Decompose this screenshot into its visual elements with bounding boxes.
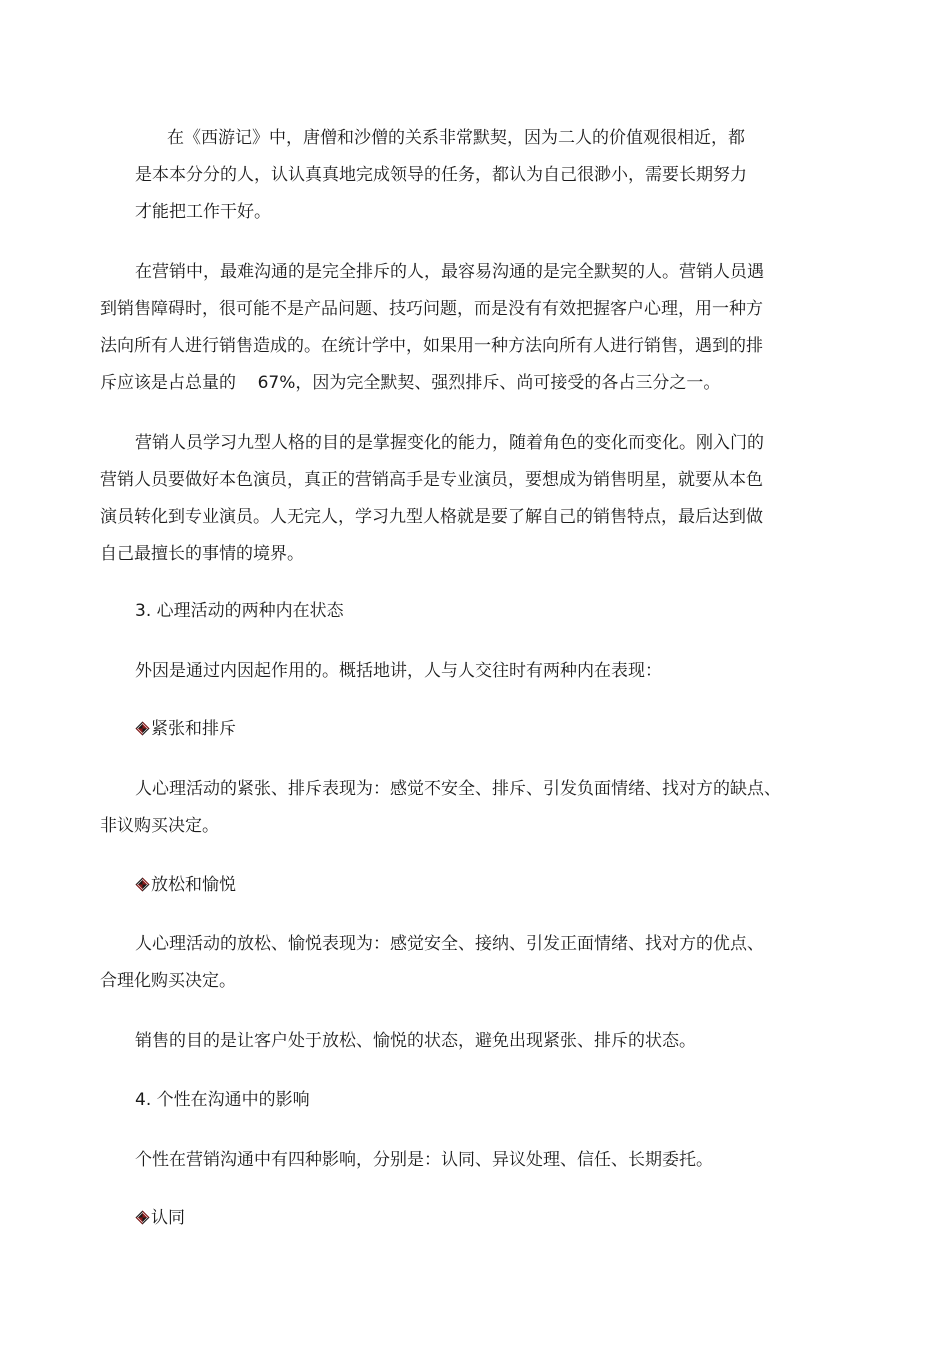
bullet-item-identify xyxy=(135,1206,185,1230)
bullet-text-identify: 认同 xyxy=(151,1208,185,1228)
p2-line-2: 到销售障碍时，很可能不是产品问题、技巧问题，而是没有有效把握客户心理，用一种方 xyxy=(100,299,763,319)
bullet-text-tension: 紧张和排斥 xyxy=(151,719,236,739)
bullet-item-relax xyxy=(135,873,236,897)
section-heading-4: 4. 个性在沟通中的影响 xyxy=(135,1090,310,1110)
p2-line-1: 在营销中，最难沟通的是完全排斥的人，最容易沟通的是完全默契的人。营销人员遇 xyxy=(135,262,764,282)
p3-line-1: 营销人员学习九型人格的目的是掌握变化的能力，随着角色的变化而变化。刚入门的 xyxy=(135,433,764,453)
p3-line-4: 自己最擅长的事情的境界。 xyxy=(100,544,304,564)
p7-line-1: 销售的目的是让客户处于放松、愉悦的状态，避免出现紧张、排斥的状态。 xyxy=(135,1031,696,1051)
p5-line-2: 非议购买决定。 xyxy=(100,816,219,836)
section-heading-3: 3. 心理活动的两种内在状态 xyxy=(135,601,344,621)
p2-line-3: 法向所有人进行销售造成的。在统计学中，如果用一种方法向所有人进行销售，遇到的排 xyxy=(100,336,763,356)
bullet-text-relax: 放松和愉悦 xyxy=(151,875,236,895)
p5-line-1: 人心理活动的紧张、排斥表现为：感觉不安全、排斥、引发负面情绪、找对方的缺点、 xyxy=(135,779,781,799)
p4-line-1: 外因是通过内因起作用的。概括地讲，人与人交往时有两种内在表现： xyxy=(135,661,662,681)
p1-line-3: 才能把工作干好。 xyxy=(135,202,271,222)
p6-line-1: 人心理活动的放松、愉悦表现为：感觉安全、接纳、引发正面情绪、找对方的优点、 xyxy=(135,934,764,954)
diamond-bullet-icon xyxy=(135,721,150,736)
p1-line-2: 是本本分分的人，认认真真地完成领导的任务，都认为自己很渺小，需要长期努力 xyxy=(135,165,747,185)
diamond-bullet-icon xyxy=(135,1210,150,1225)
p3-line-3: 演员转化到专业演员。人无完人，学习九型人格就是要了解自己的销售特点，最后达到做 xyxy=(100,507,763,527)
p3-line-2: 营销人员要做好本色演员，真正的营销高手是专业演员，要想成为销售明星，就要从本色 xyxy=(100,470,763,490)
p1-line-1: 在《西游记》中，唐僧和沙僧的关系非常默契，因为二人的价值观很相近，都 xyxy=(167,128,745,148)
p2-line-4: 斥应该是占总量的 67%，因为完全默契、强烈排斥、尚可接受的各占三分之一。 xyxy=(100,373,721,393)
p6-line-2: 合理化购买决定。 xyxy=(100,971,236,991)
diamond-bullet-icon xyxy=(135,877,150,892)
p8-line-1: 个性在营销沟通中有四种影响，分别是：认同、异议处理、信任、长期委托。 xyxy=(135,1150,713,1170)
bullet-item-tension xyxy=(135,717,236,741)
